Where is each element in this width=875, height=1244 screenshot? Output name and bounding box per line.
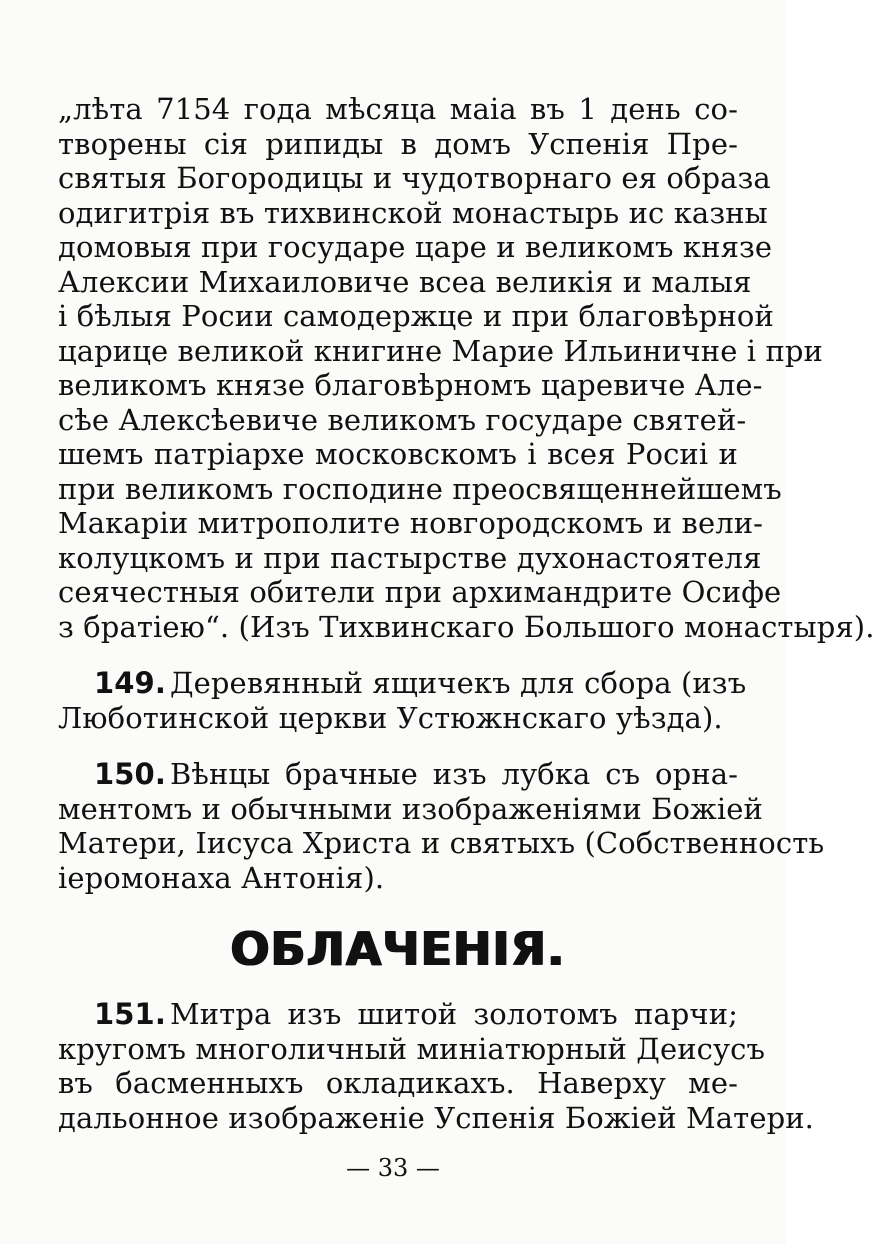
text-line	[58, 791, 763, 827]
text-line	[58, 997, 738, 1032]
text-line	[58, 666, 747, 701]
line-text: з братіею“. (Изъ Тихвинскаго Большого монастыря).	[58, 609, 875, 644]
text-line	[58, 1066, 738, 1101]
text-line	[58, 1100, 814, 1136]
text-line	[58, 402, 747, 438]
text-line	[58, 861, 738, 896]
line-text: домовыя при государе царе и великомъ князе	[58, 230, 773, 264]
text-line	[58, 471, 782, 507]
section-heading: ОБЛАЧЕНІЯ.	[230, 922, 566, 976]
line-text: іеромонаха Антонія).	[58, 860, 385, 895]
line-text: кругомъ многоличный миніатюрный Деисусъ	[58, 1031, 766, 1066]
line-text: сѣе Алексѣевиче великомъ государе святей-	[58, 402, 747, 437]
line-text: шемъ патріархе московскомъ і всея Росиі и	[58, 437, 738, 471]
item-number: 151.	[94, 997, 166, 1031]
line-text: при великомъ господине преосвященнейшемъ	[58, 471, 782, 506]
line-text: „лѣта 7154 года мѣсяца маіа въ 1 день со-	[58, 92, 738, 126]
line-text: Вѣнцы брачные изъ лубка съ орна-	[169, 757, 738, 791]
line-text: творены сія рипиды в домъ Успенія Пре-	[58, 126, 738, 161]
text-block	[58, 92, 875, 1135]
text-line	[58, 575, 782, 610]
text-line	[58, 826, 825, 861]
text-line	[58, 127, 738, 162]
text-line	[58, 368, 763, 403]
text-line	[58, 230, 773, 265]
line-text: Митра изъ шитой золотомъ парчи;	[169, 997, 738, 1031]
text-line	[58, 609, 875, 645]
item-number: 150.	[94, 757, 166, 791]
line-text: Деревянный ящичекъ для сбора (изъ	[169, 666, 747, 700]
text-line	[58, 264, 752, 300]
line-text: і бѣлыя Росии самодержце и при благовѣрной	[58, 299, 774, 333]
text-line	[58, 161, 771, 196]
text-line	[58, 195, 768, 231]
line-text: одигитрія въ тихвинской монастырь ис казны	[58, 195, 768, 230]
line-text: святыя Богородицы и чудотворнаго ея образа	[58, 161, 771, 195]
text-line	[58, 333, 823, 369]
line-text: царице великой книгине Марие Ильиничне і при	[58, 333, 823, 368]
page-number: — 33 —	[346, 1154, 440, 1182]
line-text: Макаріи митрополите новгородскомъ и вели-	[58, 506, 764, 540]
line-text: колуцкомъ и при пастырстве духонастоятеля	[58, 540, 762, 575]
text-line	[58, 299, 774, 334]
line-text: сеячестныя обители при архимандрите Осифе	[58, 575, 782, 609]
text-line	[58, 506, 764, 541]
item-number: 149.	[94, 666, 166, 700]
text-line	[58, 437, 738, 472]
text-line	[58, 757, 738, 792]
line-text: ментомъ и обычными изображеніями Божіей	[58, 791, 763, 826]
text-line	[58, 92, 738, 127]
line-text: Алексии Михаиловиче всеа великія и малыя	[58, 264, 752, 299]
text-line	[58, 701, 738, 736]
line-text: Матери, Іисуса Христа и святыхъ (Собственность	[58, 826, 825, 860]
text-line	[58, 540, 762, 576]
line-text: великомъ князе благовѣрномъ царевиче Але-	[58, 368, 763, 402]
line-text: Люботинской церкви Устюжнскаго уѣзда).	[58, 700, 723, 735]
line-text: въ басменныхъ окладикахъ. Наверху ме-	[58, 1066, 738, 1100]
text-line	[58, 1031, 766, 1067]
line-text: дальонное изображеніе Успенія Божіей Матери.	[58, 1100, 814, 1135]
